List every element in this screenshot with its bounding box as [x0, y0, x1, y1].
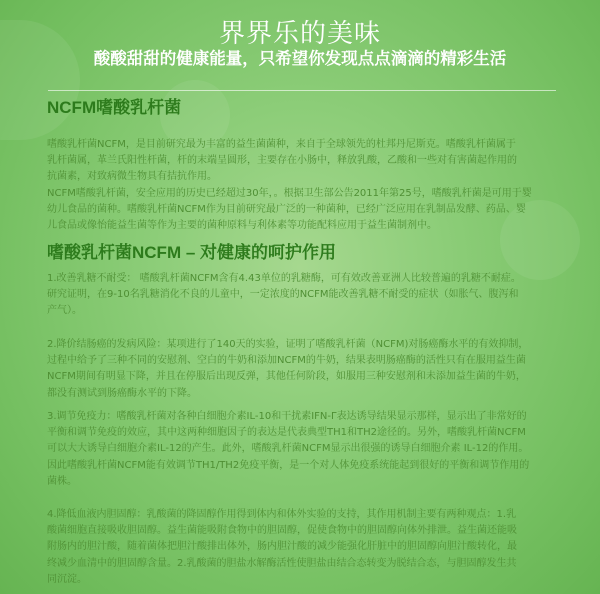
text-line: 儿食品或像怡能益生菌等作为主要的菌种原料与利体素等功能配料应用于益生菌制剂中。: [47, 220, 437, 232]
text-line: 嗜酸乳杆菌NCFM，是目前研究最为丰富的益生菌菌种，来自于全球领先的杜邦丹尼斯克。嗜酸乳杆菌属于: [47, 139, 516, 150]
section-heading-health: 嗜酸乳杆菌NCFM – 对健康的呵护作用: [47, 243, 336, 262]
text-line: 产气）。: [47, 305, 82, 317]
text-line: 抗菌素，对致病微生物具有拮抗作用。: [47, 171, 217, 183]
section-ncfm-body: [47, 137, 555, 234]
text-line: 附肠内的胆汁酸，随着菌体把胆汁酸排出体外，肠内胆汁酸的减少能强化肝脏中的胆固醇向胆汁酸转化，最: [47, 541, 517, 553]
text-line: 同沉淀。: [47, 573, 87, 585]
text-line: 2.降价结肠癌的发病风险：某项进行了140天的实验，证明了嗜酸乳杆菌（NCFM)对肠癌酶水平的有效抑制，: [47, 339, 529, 350]
text-line: 可以大大诱导白细胞介素IL-12的产生。此外，嗜酸乳杆菌NCFM显示出很强的诱导白细胞介素 IL-12的作用。: [47, 443, 529, 455]
text-line: 因此嗜酸乳杆菌NCFM能有效调节TH1/TH2免疫平衡，是一个对人体免疫系统能起到很好的平衡和调节作用的: [47, 459, 530, 471]
text-line: 4.降低血液内胆固醇：乳酸菌的降固醇作用得到体内和体外实验的支持，其作用机制主要有两种观点：1.乳: [47, 509, 517, 520]
text-line: 研究证明，在9-10名乳糖消化不良的儿童中，一定浓度的NCFM能改善乳糖不耐受的症状（如胀气、腹泻和: [47, 289, 519, 301]
text-line: 过程中给予了三种不同的安慰剂、空白的牛奶和添加NCFM的牛奶，结果表明肠癌酶的活性只有在服用益生菌: [47, 355, 526, 367]
text-line: 1.改善乳糖不耐受： 嗜酸乳杆菌NCFM含有4.43单位的乳糖酶，可有效改善亚洲人比较普遍的乳糖不耐症。: [47, 273, 521, 284]
text-line: 幼儿食品的菌种。嗜酸乳杆菌NCFM作为目前研究最广泛的一种菌种，已经广泛应用在乳制品发酵、药品、婴: [47, 203, 526, 215]
text-line: 平衡和调节免疫的效应，其中这两种细胞因子的表达是代表典型TH1和TH2途径的。另外，嗜酸乳杆菌NCFM: [47, 427, 526, 439]
text-line: 酸菌细胞直接吸收胆固醇。益生菌能吸附食物中的胆固醇，促使食物中的胆固醇向体外排泄。益生菌还能吸: [47, 525, 517, 537]
page-title: 界界乐的美味: [218, 19, 381, 49]
text-line: 3.调节免疫力：嗜酸乳杆菌对各种白细胞介素IL-10和干扰素IFN-Γ表达诱导结果显示那样，显示出了非常好的: [47, 411, 527, 422]
section-heading-ncfm: NCFM嗜酸乳杆菌: [47, 98, 182, 117]
text-line: NCFM嗜酸乳杆菌，安全应用的历史已经超过30年，。根据卫生部公告2011年第25号，嗜酸乳杆菌是可用于婴: [47, 187, 532, 199]
text-line: 终减少血清中的胆固醇含量。2.乳酸菌的胆盐水解酶活性使胆盐由结合态转变为脱结合态，与胆固醇发生共: [47, 557, 517, 569]
health-item-1: [47, 271, 555, 320]
health-item-4: [47, 507, 555, 588]
health-item-2: [47, 337, 555, 402]
text-line: 菌株。: [47, 475, 77, 487]
text-line: 都没有测试到肠癌酶水平的下降。: [47, 387, 197, 399]
health-item-3: [47, 409, 555, 490]
divider: [48, 90, 556, 91]
text-line: NCFM期间有明显下降，并且在停服后出现反弹，其他任何阶段，如服用三种安慰剂和未添加益生菌的牛奶，: [47, 371, 526, 383]
text-line: 乳杆菌属，革兰氏阳性杆菌，杆的末端呈圆形，主要存在小肠中，释放乳酸，乙酸和一些对有害菌起作用的: [47, 155, 517, 167]
page-subtitle: 酸酸甜甜的健康能量，只希望你发现点点滴滴的精彩生活: [93, 49, 507, 68]
